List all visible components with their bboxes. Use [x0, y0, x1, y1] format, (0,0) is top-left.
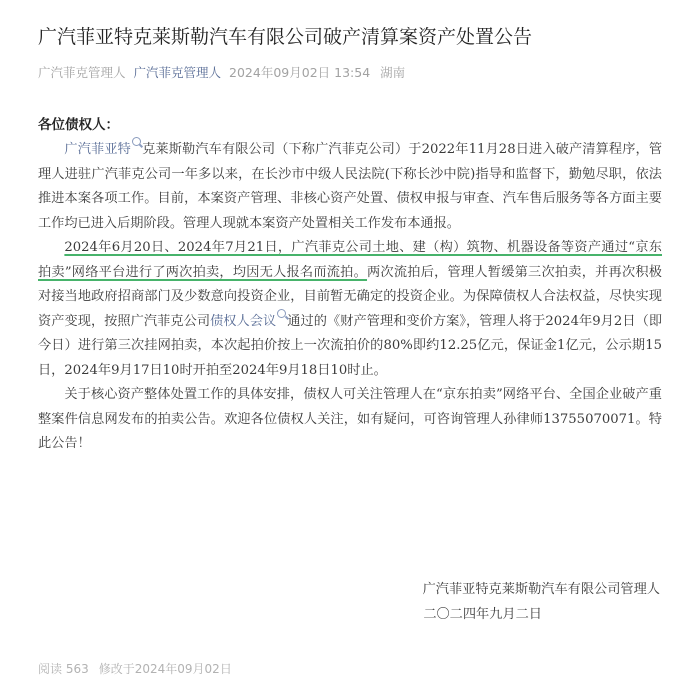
signature-block: [360, 578, 660, 627]
signature-date: 二〇二四年九月二日: [423, 606, 542, 622]
paragraph-2: [38, 236, 662, 383]
paragraph-2-text-b: 通过的《财产管理和变价方案》，管理人将于2024年9月2日（即今日）进行第三次挂网拍卖，本次起拍价按上一次流拍价的80%即约12.25亿元，保证金1亿元，公示期15日，2024年9月17日10时开拍至2024年9月18日10时止。: [38, 313, 663, 378]
publish-time: 2024年09月02日 13:54: [229, 65, 371, 80]
account-name-link[interactable]: 广汽菲克管理人: [133, 65, 222, 80]
search-icon[interactable]: [277, 309, 286, 318]
paragraph-1-text: 克莱斯勒汽车有限公司（下称广汽菲克公司）于2022年11月28日进入破产清算程序，管理人进驻广汽菲克公司一年多以来，在长沙市中级人民法院(下称长沙中院)指导和监督下，勤勉尽职，依法推进本案各项工作。目前，本案资产管理、非核心资产处置、债权申报与审查、汽车售后服务等各方面主要工作均已进入后期阶段。管理人现就本案资产处置相关工作发布本通报。: [38, 142, 663, 231]
article-body: [38, 112, 662, 457]
signature-org: 广汽菲亚特克莱斯勒汽车有限公司管理人: [422, 582, 660, 597]
article-title: 广汽菲亚特克莱斯勒汽车有限公司破产清算案资产处置公告: [38, 26, 533, 48]
keyword-link-company[interactable]: 广汽菲亚特: [64, 142, 131, 157]
article-footer: [38, 660, 232, 678]
highlighted-sentence: 2024年6月20日、2024年7月21日，广汽菲克公司土地、建（构）筑物、机器设备等资产通过“京东拍卖”网络平台进行了两次拍卖，均因无人报名而流拍。: [38, 240, 662, 280]
paragraph-2-text-a: 两次流拍后，管理人暂缓第三次拍卖，并再次积极对接当地政府招商部门及少数意向投资企业，目前暂无确定的投资企业。为保障债权人合法权益，尽快实现资产变现，按照广汽菲克公司: [38, 264, 662, 329]
article-meta: [38, 64, 405, 82]
paragraph-1: [38, 138, 662, 236]
read-count: 阅读 563: [38, 662, 89, 676]
article-source: 广汽菲克管理人: [38, 65, 126, 80]
modified-date: 修改于2024年09月02日: [98, 662, 232, 676]
publish-location: 湖南: [380, 65, 406, 80]
greeting: 各位债权人：: [38, 117, 119, 133]
keyword-link-creditors-meeting[interactable]: 债权人会议: [210, 313, 277, 329]
search-icon[interactable]: [132, 137, 141, 146]
paragraph-3: 关于核心资产整体处置工作的具体安排，债权人可关注管理人在“京东拍卖”网络平台、全国企业破产重整案件信息网发布的拍卖公告。欢迎各位债权人关注，如有疑问，可咨询管理人孙律师13755070071。特此公告！: [38, 387, 662, 451]
